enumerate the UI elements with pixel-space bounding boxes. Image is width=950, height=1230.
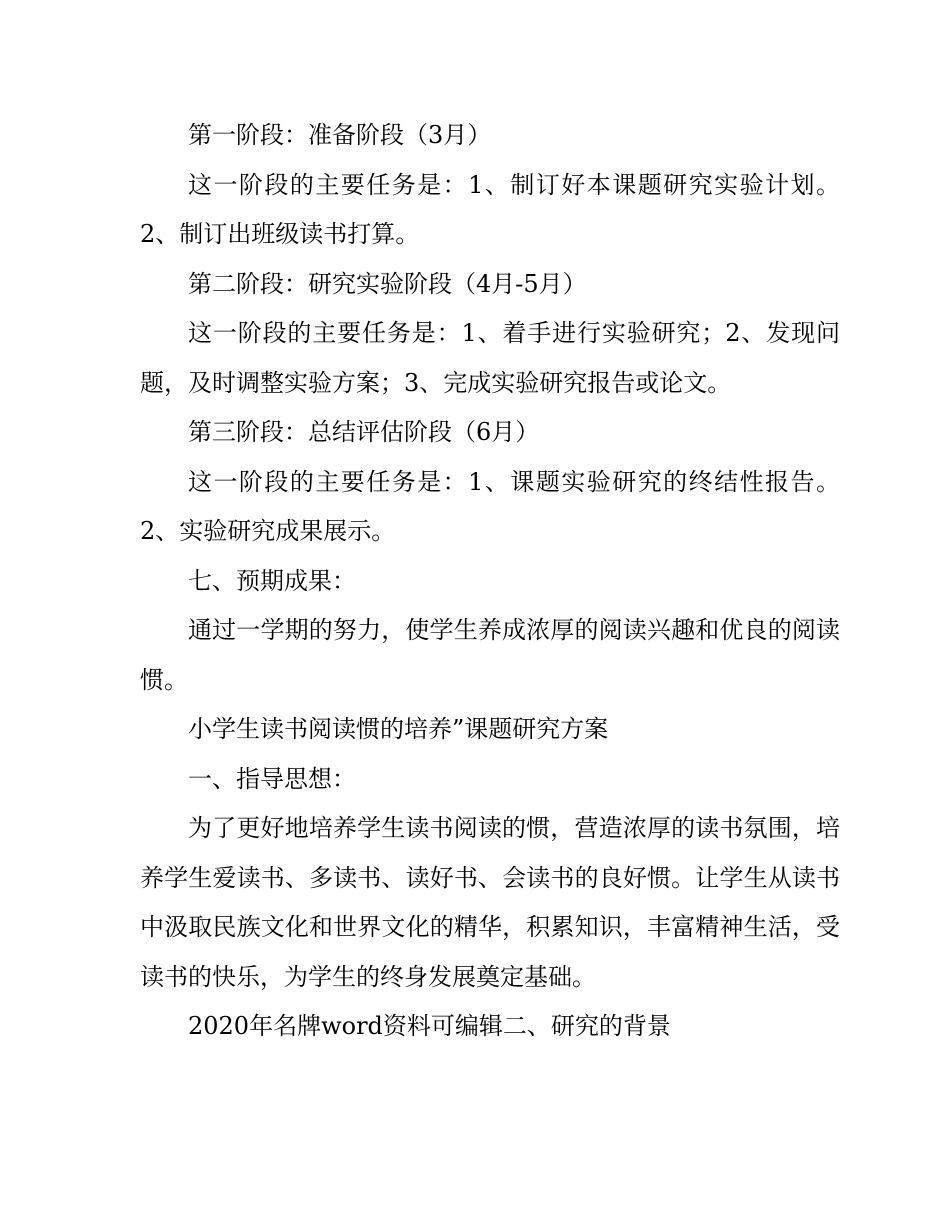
- paragraph-stage-two-title: 第二阶段：研究实验阶段（4月-5月）: [188, 269, 587, 298]
- paragraph-stage-three-tasks: 这一阶段的主要任务是：1、课题实验研究的终结性报告。2、实验研究成果展示。: [140, 467, 840, 545]
- paragraph-stage-one-tasks: 这一阶段的主要任务是：1、制订好本课题研究实验计划。2、制订出班级读书打算。: [140, 170, 840, 248]
- paragraph-stage-one-title: 第一阶段：准备阶段（3月）: [188, 121, 492, 149]
- document-subtitle: 小学生读书阅读惯的培养”课题研究方案: [188, 715, 609, 743]
- document-body: [140, 111, 840, 1052]
- paragraph-research-background: 2020年名牌word资料可编辑二、研究的背景: [188, 1012, 671, 1040]
- paragraph-guiding-ideology: 为了更好地培养学生读书阅读的惯，营造浓厚的读书氛围，培养学生爱读书、多读书、读好书、会读书的良好惯。让学生从读书中汲取民族文化和世界文化的精华，积累知识，丰富精神生活，受读书的快乐，为学生的终身发展奠定基础。: [140, 814, 840, 991]
- section-heading-guiding-ideology: 一、指导思想：: [188, 764, 356, 793]
- section-heading-expected-results: 七、预期成果：: [188, 566, 356, 595]
- paragraph-expected-results: 通过一学期的努力，使学生养成浓厚的阅读兴趣和优良的阅读惯。: [140, 616, 840, 694]
- paragraph-stage-three-title: 第三阶段：总结评估阶段（6月）: [188, 418, 540, 446]
- paragraph-stage-two-tasks: 这一阶段的主要任务是：1、着手进行实验研究；2、发现问题，及时调整实验方案；3、完成实验研究报告或论文。: [140, 319, 840, 397]
